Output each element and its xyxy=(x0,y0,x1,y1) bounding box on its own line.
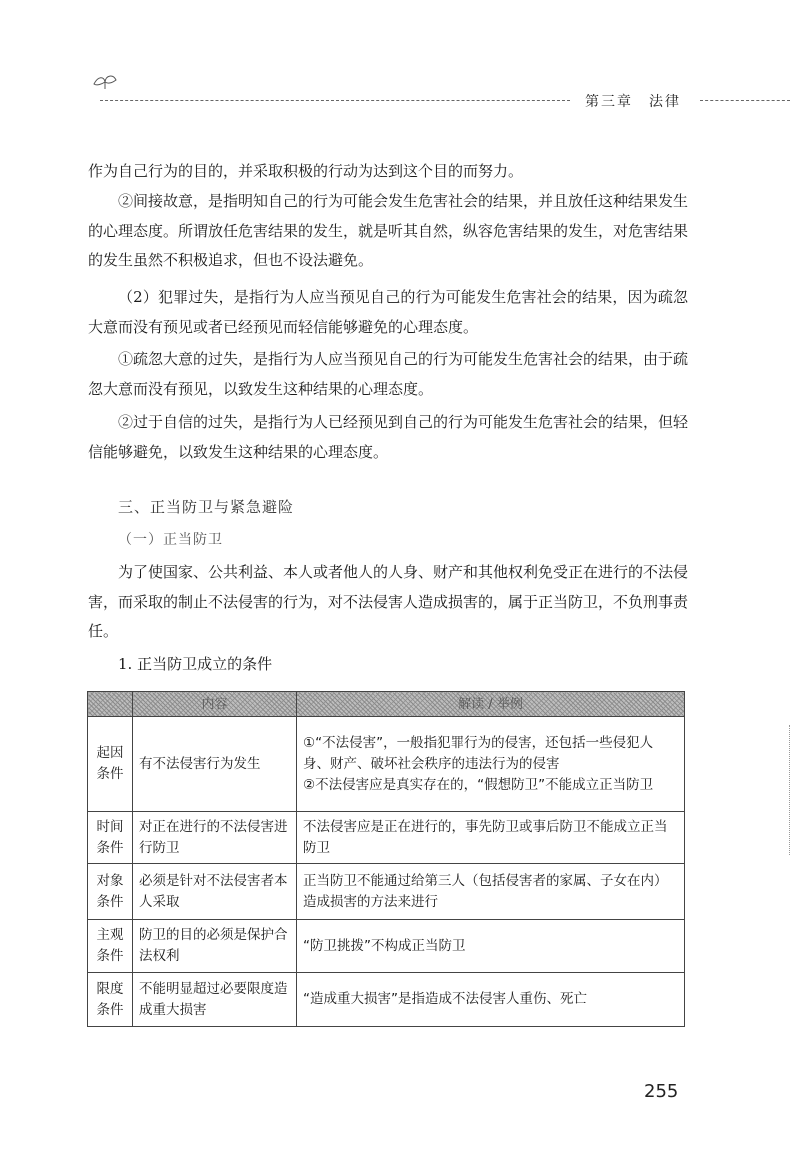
header-rule-left xyxy=(100,100,570,101)
page-edge-mark xyxy=(789,725,790,855)
page-number: 255 xyxy=(644,1081,679,1102)
section-title: 三、正当防卫与紧急避险 xyxy=(118,498,295,516)
table-header-row xyxy=(88,692,685,717)
table-header-cell xyxy=(88,692,133,717)
table-header-cell: 解读 / 举例 xyxy=(297,692,685,717)
content-cell: 防卫的目的必须是保护合法权利 xyxy=(133,920,297,973)
item-title: 1. 正当防卫成立的条件 xyxy=(118,655,273,673)
table-row xyxy=(88,812,685,864)
body-paragraph: ②间接故意，是指明知自己的行为可能会发生危害社会的结果，并且放任这种结果发生的心理态度。所谓放任危害结果的发生，就是听其自然，纵容危害结果的发生，对危害结果的发生虽然不积极追求，但也不设法避免。 xyxy=(88,192,689,269)
condition-cell: 对象条件 xyxy=(88,864,133,920)
explanation-cell: 正当防卫不能通过给第三人（包括侵害者的家属、子女在内）造成损害的方法来进行 xyxy=(297,864,685,920)
content-cell: 对正在进行的不法侵害进行防卫 xyxy=(133,812,297,864)
condition-cell: 主观条件 xyxy=(88,920,133,973)
conditions-table xyxy=(87,691,685,1027)
content-cell: 有不法侵害行为发生 xyxy=(133,717,297,812)
condition-cell: 限度条件 xyxy=(88,973,133,1027)
table-row xyxy=(88,864,685,920)
body-paragraph: ①疏忽大意的过失，是指行为人应当预见自己的行为可能发生危害社会的结果，由于疏忽大意而没有预见，以致发生这种结果的心理态度。 xyxy=(88,350,689,398)
subsection-title: （一）正当防卫 xyxy=(118,532,223,548)
body-paragraph: ②过于自信的过失，是指行为人已经预见到自己的行为可能发生危害社会的结果，但轻信能够避免，以致发生这种结果的心理态度。 xyxy=(88,413,689,461)
condition-cell: 起因条件 xyxy=(88,717,133,812)
chapter-title: 第三章 法律 xyxy=(585,94,681,110)
header-rule-right xyxy=(700,100,790,101)
table-row xyxy=(88,920,685,973)
table-row xyxy=(88,717,685,812)
content-cell: 必须是针对不法侵害者本人采取 xyxy=(133,864,297,920)
section-paragraph: 为了使国家、公共利益、本人或者他人的人身、财产和其他权利免受正在进行的不法侵害，而采取的制止不法侵害的行为，对不法侵害人造成损害的，属于正当防卫，不负刑事责任。 xyxy=(88,563,689,640)
explanation-cell: “防卫挑拨”不构成正当防卫 xyxy=(297,920,685,973)
body-paragraph: （2）犯罪过失，是指行为人应当预见自己的行为可能发生危害社会的结果，因为疏忽大意而没有预见或者已经预见而轻信能够避免的心理态度。 xyxy=(88,288,688,336)
explanation-cell: ①“不法侵害”，一般指犯罪行为的侵害，还包括一些侵犯人身、财产、破坏社会秩序的违法行为的侵害 ②不法侵害应是真实存在的，“假想防卫”不能成立正当防卫 xyxy=(297,717,685,812)
table-row xyxy=(88,973,685,1027)
content-cell: 不能明显超过必要限度造成重大损害 xyxy=(133,973,297,1027)
explanation-cell: “造成重大损害”是指造成不法侵害人重伤、死亡 xyxy=(297,973,685,1027)
table-header-cell: 内容 xyxy=(133,692,297,717)
explanation-cell: 不法侵害应是正在进行的，事先防卫或事后防卫不能成立正当防卫 xyxy=(297,812,685,864)
condition-cell: 时间条件 xyxy=(88,812,133,864)
body-paragraph: 作为自己行为的目的，并采取积极的行动为达到这个目的而努力。 xyxy=(88,162,524,180)
leaf-ornament-icon xyxy=(92,72,118,92)
